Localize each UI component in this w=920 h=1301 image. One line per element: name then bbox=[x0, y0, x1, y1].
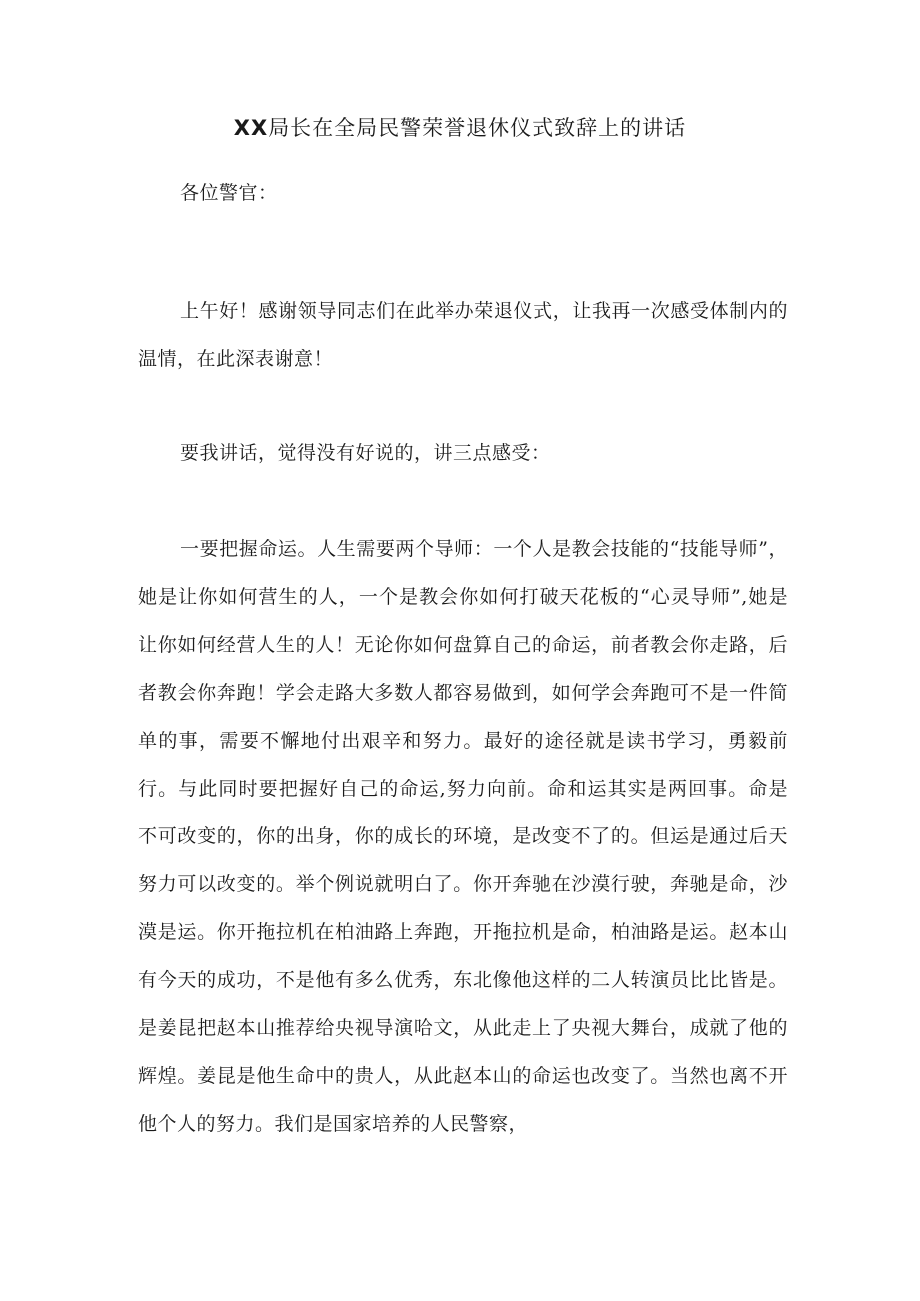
salutation: 各位警官： bbox=[180, 182, 278, 204]
paragraph-intro: 要我讲话，觉得没有好说的，讲三点感受： bbox=[180, 442, 551, 464]
paragraph-point-one: 一要把握命运。人生需要两个导师：一个人是教会技能的“技能导师”，她是让你如何营生的人，一个是教会你如何打破天花板的“心灵导师”,她是让你如何经营人生的人！无论你如何盘算自己的命运，前者教会你走路，后者教会你奔跑！学会走路大多数人都容易做到，如何学会奔跑可不是一件简单的事，需要不懈地付出艰辛和努力。最好的途径就是读书学习，勇毅前行。与此同时要把握好自己的命运,努力向前。命和运其实是两回事。命是不可改变的，你的出身，你的成长的环境，是改变不了的。但运是通过后天努力可以改变的。举个例说就明白了。你开奔驰在沙漠行驶，奔驰是命，沙漠是运。你开拖拉机在柏油路上奔跑，开拖拉机是命，柏油路是运。赵本山有今天的成功，不是他有多么优秀，东北像他这样的二人转演员比比皆是。是姜昆把赵本山推荐给央视导演哈文，从此走上了央视大舞台，成就了他的辉煌。姜昆是他生命中的贵人，从此赵本山的命运也改变了。当然也离不开他个人的努力。我们是国家培养的人民警察， bbox=[138, 538, 788, 1135]
document-title bbox=[0, 113, 920, 143]
title-text: 局长在全局民警荣誉退休仪式致辞上的讲话 bbox=[268, 116, 687, 140]
paragraph-greeting: 上午好！感谢领导同志们在此举办荣退仪式，让我再一次感受体制内的温情，在此深表谢意！ bbox=[138, 300, 788, 370]
title-prefix: XX bbox=[233, 116, 269, 140]
